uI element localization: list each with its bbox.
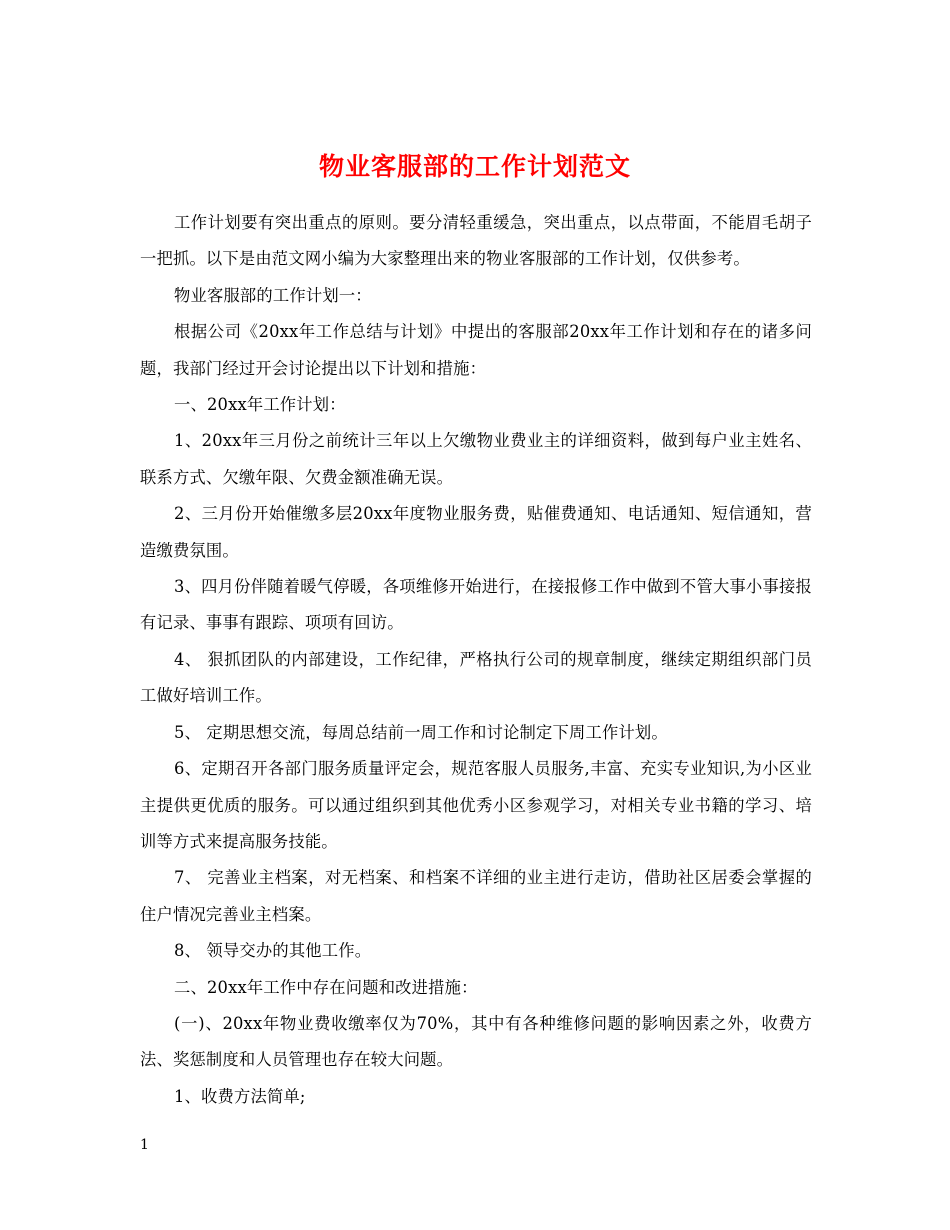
page-number: 1: [140, 1137, 149, 1153]
paragraph-collection-rate: (一)、20xx年物业费收缴率仅为70%，其中有各种维修问题的影响因素之外，收费方法、奖惩制度和人员管理也存在较大问题。: [140, 1013, 812, 1070]
document-title: 物业客服部的工作计划范文: [318, 151, 631, 181]
list-item-8: 8、 领导交办的其他工作。: [174, 941, 372, 961]
document-body: [140, 205, 812, 1115]
paragraph-plan-one-heading: 物业客服部的工作计划一：: [174, 285, 372, 305]
section-heading-work-plan: 一、20xx年工作计划：: [174, 395, 346, 415]
list-item-3: 3、四月份伴随着暖气停暖，各项维修开始进行，在接报修工作中做到不管大事小事接报有记录、事事有跟踪、项项有回访。: [140, 577, 812, 633]
list-item-4: 4、 狠抓团队的内部建设，工作纪律，严格执行公司的规章制度，继续定期组织部门员工做好培训工作。: [140, 649, 812, 706]
paragraph-intro: 工作计划要有突出重点的原则。要分清轻重缓急，突出重点，以点带面，不能眉毛胡子一把抓。以下是由范文网小编为大家整理出来的物业客服部的工作计划，仅供参考。: [140, 213, 812, 269]
list-item-6: 6、定期召开各部门服务质量评定会，规范客服人员服务,丰富、充实专业知识,为小区业主提供更优质的服务。可以通过组织到其他优秀小区参观学习，对相关专业书籍的学习、培训等方式来提高服务技能。: [140, 759, 812, 851]
list-item-5: 5、 定期思想交流，每周总结前一周工作和讨论制定下周工作计划。: [174, 722, 668, 742]
paragraph-background: 根据公司《20xx年工作总结与计划》中提出的客服部20xx年工作计划和存在的诸多问题，我部门经过开会讨论提出以下计划和措施：: [140, 322, 812, 378]
list-item-7: 7、 完善业主档案，对无档案、和档案不详细的业主进行走访，借助社区居委会掌握的住户情况完善业主档案。: [140, 868, 812, 924]
list-item-collection-method: 1、收费方法简单;: [174, 1086, 306, 1106]
section-heading-problems: 二、20xx年工作中存在问题和改进措施：: [174, 977, 478, 997]
list-item-2: 2、三月份开始催缴多层20xx年度物业服务费，贴催费通知、电话通知、短信通知，营造缴费氛围。: [140, 504, 812, 560]
list-item-1: 1、20xx年三月份之前统计三年以上欠缴物业费业主的详细资料，做到每户业主姓名、联系方式、欠缴年限、欠费金额准确无误。: [140, 431, 812, 487]
